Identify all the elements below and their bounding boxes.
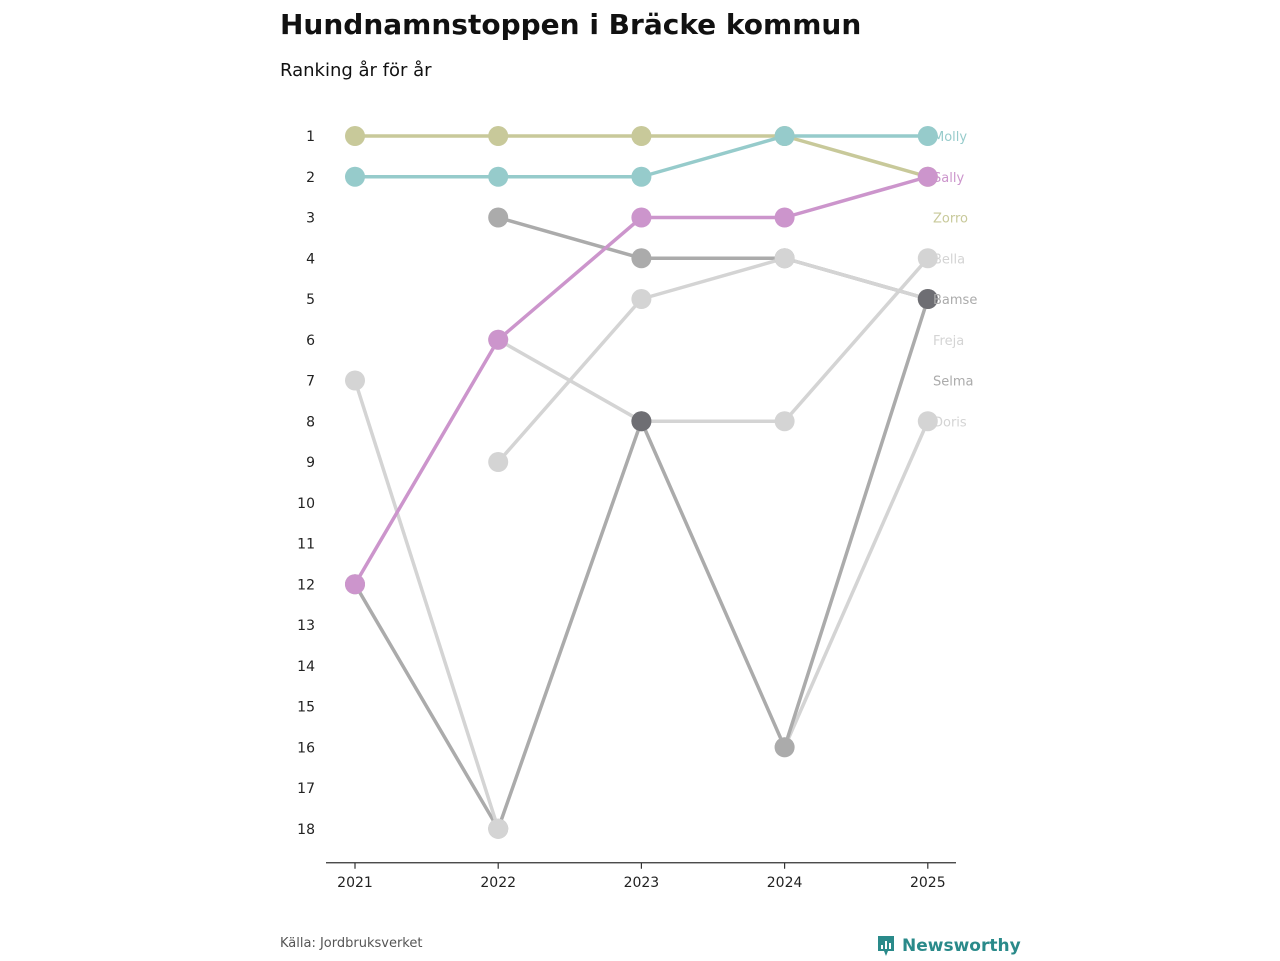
data-point <box>488 452 508 472</box>
data-point <box>488 819 508 839</box>
y-tick-label: 7 <box>306 373 315 390</box>
series-end-label: Bamse <box>933 293 978 308</box>
chart-subtitle: Ranking år för år <box>280 60 432 81</box>
y-tick-label: 6 <box>306 332 315 349</box>
data-point <box>345 574 365 594</box>
series-end-label: Bella <box>933 252 966 268</box>
y-tick-label: 18 <box>297 821 315 838</box>
data-point <box>775 208 795 228</box>
data-point <box>488 167 508 187</box>
series-line <box>355 299 928 829</box>
y-tick-label: 12 <box>297 577 315 594</box>
data-point <box>488 208 508 228</box>
data-point-highlight <box>631 411 651 431</box>
y-tick-label: 1 <box>306 129 315 145</box>
source-note: Källa: Jordbruksverket <box>280 936 423 951</box>
x-tick-label: 2023 <box>623 874 660 891</box>
series-line <box>355 381 498 829</box>
y-tick-label: 8 <box>306 414 315 431</box>
data-point <box>631 248 651 268</box>
series-end-label: Selma <box>933 374 974 390</box>
y-tick-label: 4 <box>306 251 315 268</box>
series-line <box>498 258 928 462</box>
series-end-label: Freja <box>933 333 965 349</box>
series-end-label: Doris <box>933 415 967 431</box>
data-point <box>775 411 795 431</box>
y-tick-label: 15 <box>297 699 315 716</box>
series-line <box>785 421 928 747</box>
x-tick-label: 2021 <box>337 874 373 891</box>
bar-chart-pin-icon <box>876 935 896 957</box>
data-point <box>631 208 651 228</box>
y-tick-label: 5 <box>306 292 315 308</box>
y-tick-label: 14 <box>297 658 315 675</box>
data-point <box>345 371 365 391</box>
data-point <box>775 126 795 146</box>
y-tick-label: 13 <box>297 618 315 634</box>
data-point <box>631 167 651 187</box>
data-point <box>345 167 365 187</box>
data-point <box>631 126 651 146</box>
data-point <box>631 289 651 309</box>
x-tick-label: 2024 <box>766 874 803 891</box>
brand-name: Newsworthy <box>902 936 1021 956</box>
y-tick-label: 11 <box>297 536 315 553</box>
series-line <box>355 177 928 585</box>
data-point <box>345 126 365 146</box>
data-point <box>488 126 508 146</box>
y-tick-label: 16 <box>297 740 315 757</box>
data-point <box>775 737 795 757</box>
x-tick-label: 2025 <box>909 874 946 891</box>
data-point <box>488 330 508 350</box>
y-tick-label: 10 <box>297 495 315 512</box>
series-end-label: Sally <box>933 170 965 186</box>
y-tick-label: 3 <box>306 210 315 227</box>
y-tick-label: 17 <box>297 781 315 797</box>
series-end-label: Zorro <box>933 211 968 227</box>
x-tick-label: 2022 <box>480 874 517 891</box>
y-tick-label: 9 <box>306 455 315 471</box>
chart-title: Hundnamnstoppen i Bräcke kommun <box>280 8 862 41</box>
brand-logo[interactable] <box>876 935 1021 957</box>
y-tick-label: 2 <box>306 169 315 186</box>
data-point <box>775 248 795 268</box>
series-end-label: Molly <box>933 130 968 145</box>
